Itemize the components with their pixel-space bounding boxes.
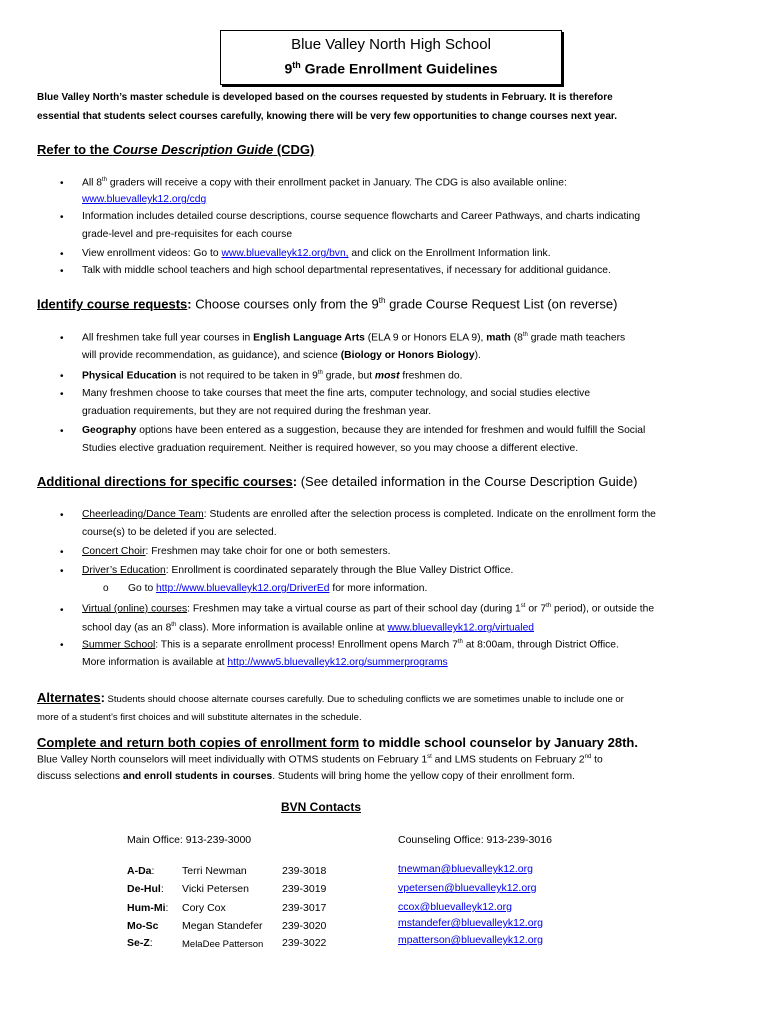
bullet: • <box>60 249 64 260</box>
bullet: • <box>60 426 64 437</box>
choir-item: Concert Choir: Freshmen may take choir for one or both semesters. <box>82 546 391 557</box>
bullet: • <box>60 547 64 558</box>
contact-name: MelaDee Patterson <box>182 939 264 950</box>
identify-item-3-line-2: graduation requirements, but they are not required during the freshman year. <box>82 406 432 417</box>
bullet: • <box>60 371 64 382</box>
alternates-line-2: more of a student’s first choices and will substitute alternates in the schedule. <box>37 712 362 723</box>
sub-bullet: o <box>103 583 109 594</box>
contact-range: Mo-Sc <box>127 920 159 932</box>
summer-item: Summer School: This is a separate enrollment process! Enrollment opens March 7th at 8:00am, through District Office. <box>82 639 619 651</box>
contact-name: Megan Standefer <box>182 920 263 932</box>
intro-line-1: Blue Valley North’s master schedule is developed based on the courses requested by students in February. It is therefore <box>37 92 613 103</box>
virtualed-link[interactable]: www.bluevalleyk12.org/virtualed <box>387 622 535 634</box>
bullet: • <box>60 510 64 521</box>
school-title: Blue Valley North High School <box>291 36 491 53</box>
contacts-heading: BVN Contacts <box>281 800 362 814</box>
contact-phone: 239-3019 <box>282 883 327 895</box>
contact-email[interactable]: mpatterson@bluevalleyk12.org <box>398 934 543 946</box>
bullet: • <box>60 333 64 344</box>
identify-item-3-line-1: Many freshmen choose to take courses that meet the fine arts, computer technology, and social studies elective <box>82 388 591 399</box>
contact-email[interactable]: ccox@bluevalleyk12.org <box>398 901 512 913</box>
drivers-item: Driver’s Education: Enrollment is coordinated separately through the Blue Valley District Office. <box>82 565 514 576</box>
contact-phone: 239-3018 <box>282 865 327 877</box>
cheer-item-line-2: course(s) to be deleted if you are selected. <box>82 527 277 538</box>
cdg-item-3: View enrollment videos: Go to www.bluevalleyk12.org/bvn, and click on the Enrollment Information link. <box>82 248 551 259</box>
identify-item-4: Geography options have been entered as a suggestion, because they are intended for freshmen and would fulfill the Social <box>82 425 646 436</box>
contact-phone: 239-3022 <box>282 937 327 949</box>
cheer-item: Cheerleading/Dance Team: Students are enrolled after the selection process is completed. Indicate on the enrollment form the <box>82 509 656 520</box>
cdg-heading: Refer to the Course Description Guide (CDG) <box>37 142 315 157</box>
bullet: • <box>60 640 64 651</box>
contact-email[interactable]: vpetersen@bluevalleyk12.org <box>398 882 537 894</box>
contact-range: Se-Z: <box>127 937 153 949</box>
counseling-office: Counseling Office: 913-239-3016 <box>398 834 552 846</box>
identify-heading: Identify course requests: Choose courses only from the 9th grade Course Request List (on reverse) <box>37 296 618 312</box>
identify-item-4-line-2: Studies elective graduation requirement. Neither is required however, so you may choose a different elective. <box>82 443 579 454</box>
contact-range: De-Hul: <box>127 883 164 895</box>
virtual-item-line-2: school day (as an 8th class). More information is available online at www.bluevalleyk12.org/virtualed <box>82 622 535 634</box>
contact-range: A-Da: <box>127 865 155 877</box>
drivered-link[interactable]: http://www.bluevalleyk12.org/DriverEd <box>156 583 330 594</box>
contact-phone: 239-3017 <box>282 902 327 914</box>
cdg-link[interactable]: www.bluevalleyk12.org/cdg <box>82 194 207 205</box>
cdg-item-2-line-2: grade-level and pre-requisites for each course <box>82 229 293 240</box>
main-office: Main Office: 913-239-3000 <box>127 834 252 846</box>
title-box <box>220 30 562 85</box>
bullet: • <box>60 178 64 189</box>
bullet: • <box>60 389 64 400</box>
contact-phone: 239-3020 <box>282 920 327 932</box>
summerprograms-link[interactable]: http://www5.bluevalleyk12.org/summerprograms <box>227 657 448 668</box>
complete-heading: Complete and return both copies of enrollment form to middle school counselor by January 28th. <box>37 735 638 750</box>
complete-line-1: Blue Valley North counselors will meet individually with OTMS students on February 1st and LMS students on February 2nd to <box>37 754 603 766</box>
contact-name: Cory Cox <box>182 902 226 914</box>
alternates-paragraph: Alternates: Students should choose alternate courses carefully. Due to scheduling conflicts we are sometimes unable to include one or <box>37 690 624 705</box>
contact-name: Terri Newman <box>182 865 247 877</box>
virtual-item: Virtual (online) courses: Freshmen may take a virtual course as part of their school day (during 1st or 7th period), or outside the <box>82 603 655 615</box>
identify-item-1: All freshmen take full year courses in English Language Arts (ELA 9 or Honors ELA 9), math (8th grade math teachers <box>82 332 626 344</box>
guidelines-title: 9th Grade Enrollment Guidelines <box>284 60 498 77</box>
cdg-item-4: Talk with middle school teachers and high school departmental representatives, if necessary for additional guidance. <box>82 265 611 276</box>
bullet: • <box>60 605 64 616</box>
contact-range: Hum-Mi: <box>127 902 169 914</box>
contact-email[interactable]: tnewman@bluevalleyk12.org <box>398 863 533 875</box>
contact-name: Vicki Petersen <box>182 883 249 895</box>
bullet: • <box>60 212 64 223</box>
cdg-item-2-line-1: Information includes detailed course descriptions, course sequence flowcharts and Career Pathways, and charts indicating <box>82 211 641 222</box>
additional-heading: Additional directions for specific courses: (See detailed information in the Course Description Guide) <box>37 474 638 489</box>
bvn-link[interactable]: www.bluevalleyk12.org/bvn, <box>221 248 349 259</box>
bullet: • <box>60 566 64 577</box>
complete-line-2: discuss selections and enroll students in courses. Students will bring home the yellow copy of their enrollment form. <box>37 771 575 782</box>
identify-item-2: Physical Education is not required to be taken in 9th grade, but most freshmen do. <box>82 370 463 382</box>
bullet: • <box>60 266 64 277</box>
drivers-sub-item: Go to http://www.bluevalleyk12.org/DriverEd for more information. <box>128 583 428 594</box>
contact-email[interactable]: mstandefer@bluevalleyk12.org <box>398 917 543 929</box>
intro-line-2: essential that students select courses carefully, knowing there will be very few opportunities to change courses next year. <box>37 111 617 122</box>
identify-item-1-line-2: will provide recommendation, as guidance), and science (Biology or Honors Biology). <box>82 350 481 361</box>
cdg-item-1: All 8th graders will receive a copy with their enrollment packet in January. The CDG is also available online: <box>82 177 567 189</box>
summer-item-line-2: More information is available at http://www5.bluevalleyk12.org/summerprograms <box>82 657 448 668</box>
